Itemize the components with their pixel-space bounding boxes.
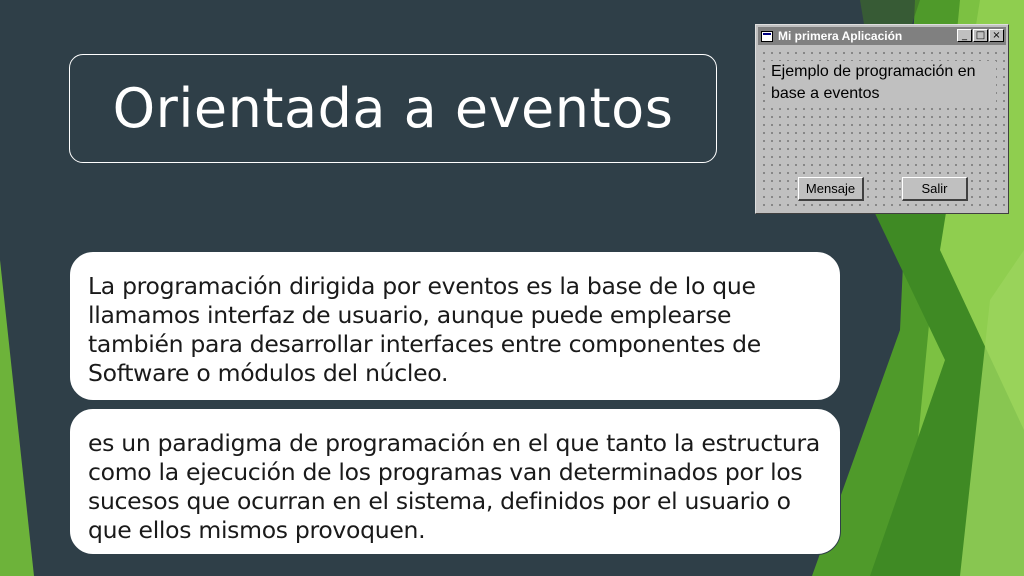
window-controls [956, 29, 1004, 42]
close-button[interactable]: × [989, 29, 1004, 42]
app-window-icon [761, 31, 773, 42]
salir-button[interactable]: Salir [902, 177, 968, 201]
text-box-definition-1 [69, 251, 841, 401]
window-title: Mi primera Aplicación [778, 29, 903, 43]
slide-title: Orientada a eventos [112, 77, 674, 140]
mensaje-button[interactable]: Mensaje [798, 177, 864, 201]
window-client-area [758, 47, 1006, 211]
app-window [755, 24, 1009, 214]
text-box-definition-2 [69, 408, 841, 555]
title-box [69, 54, 717, 163]
minimize-button[interactable]: _ [957, 29, 972, 42]
maximize-button[interactable]: □ [973, 29, 988, 42]
window-titlebar[interactable] [758, 27, 1006, 45]
paragraph-1: La programación dirigida por eventos es la base de lo que llamamos interfaz de usuario, aunque puede emplearse también para desarrollar interfaces entre componentes de Software o módulos del núcleo. [88, 272, 761, 387]
paragraph-2: es un paradigma de programación en el que tanto la estructura como la ejecución de los programas van determinados por los sucesos que ocurran en el sistema, definidos por el usuario o que ellos mismos provoquen. [88, 429, 820, 544]
window-label: Ejemplo de programación en base a eventos [771, 61, 996, 105]
